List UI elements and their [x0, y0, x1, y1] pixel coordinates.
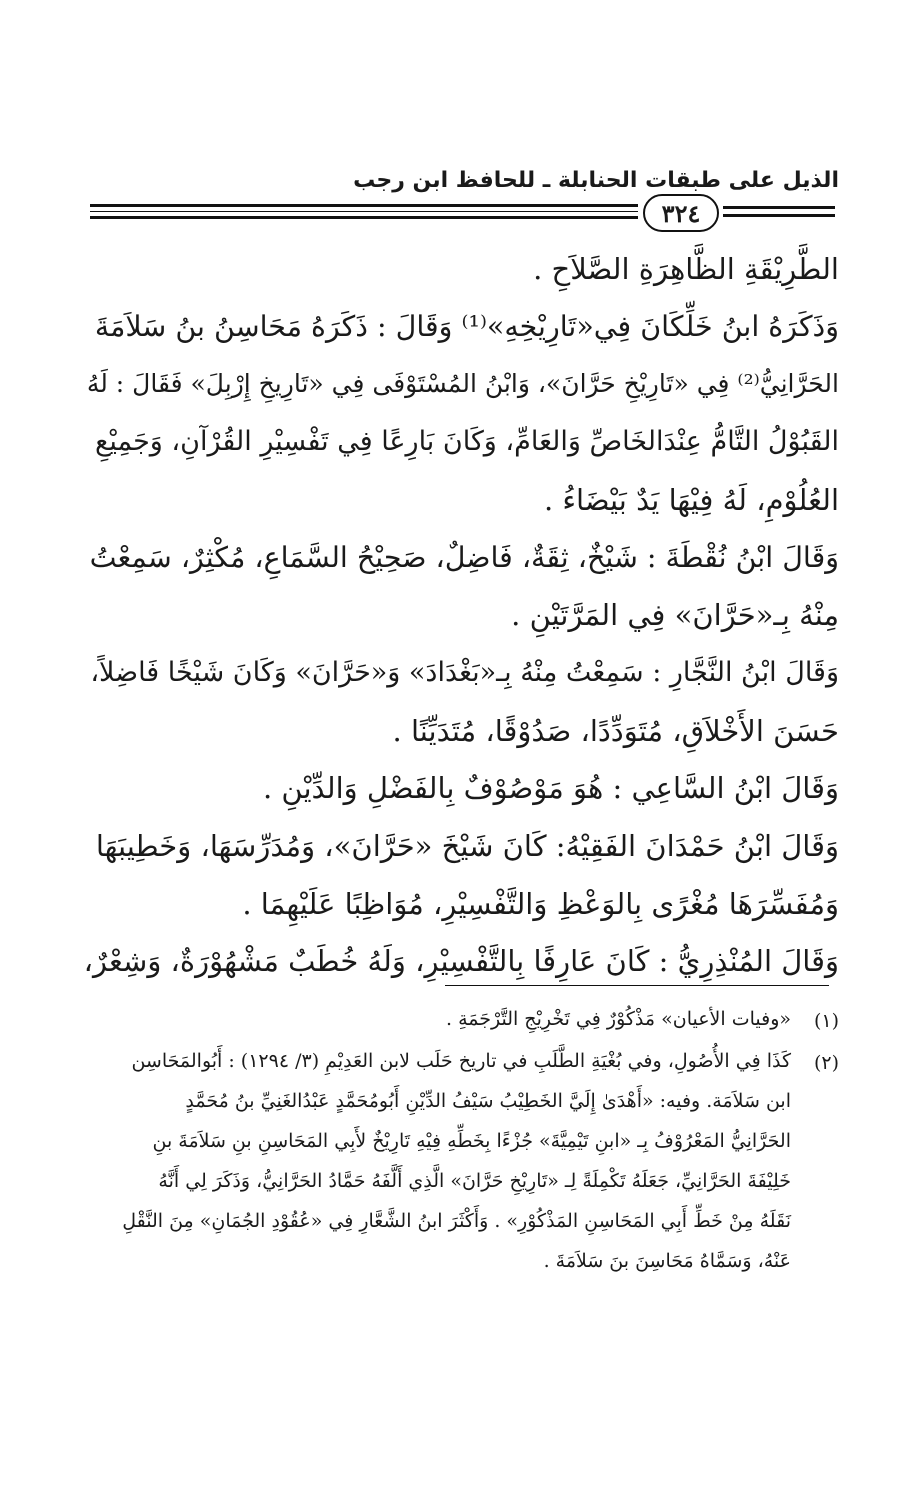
- header-rule-right-bottom: [723, 214, 835, 217]
- footnote-2-line: ابن سَلاَمَة. وفيه: «أَهْدَىٰ إِلَيَّ الخَطِيْبُ سَيْفُ الدِّيْنِ أَبُومُحَمَّدٍ عَبْدُالغَنِيِّ بنُ مُحَمَّدٍ: [185, 1090, 791, 1112]
- body-line: وَمُفَسِّرَهَا مُغْرًى بِالوَعْظِ وَالتَّفْسِيْرِ، مُوَاظِبًا عَلَيْهِمَا .: [242, 887, 839, 921]
- footnote-1-number: (١): [813, 1010, 839, 1032]
- footnote-2-line: الحَرَّانِيُّ المَعْرُوْفُ بِـ «ابنِ تَيْمِيَّةَ» جُزْءًا بِخَطِّهِ فِيْهِ تَارِيْخٌ لأَبِي المَحَاسِنِ بنِ سَلاَمَةَ بنِ: [152, 1130, 791, 1152]
- body-line: وَقَالَ المُنْذِرِيُّ : كَانَ عَارِفًا بِالتَّفْسِيْرِ، وَلَهُ خُطَبٌ مَشْهُوْرَةٌ، وَشِعْرٌ،: [83, 944, 839, 978]
- header-rule-right-top: [723, 206, 835, 209]
- header-rule-top: [90, 204, 638, 207]
- header-rule-bottom: [90, 216, 638, 219]
- body-line: القَبُوْلُ التَّامُّ عِنْدَالخَاصِّ وَالعَامِّ، وَكَانَ بَارِعًا فِي تَفْسِيْرِ القُرْآنِ، وَجَمِيْعِ: [94, 426, 839, 457]
- footnote-2-line: نَقَلَهُ مِنْ خَطِّ أَبِي المَحَاسِنِ المَذْكُوْرِ» . وَأَكْثَرَ ابنُ الشَّعَّارِ فِي «عُقُوْدِ الجُمَانِ» مِنَ النَّقْلِ: [122, 1210, 791, 1232]
- body-line: وَقَالَ ابْنُ السَّاعِي : هُوَ مَوْصُوْفٌ بِالفَضْلِ وَالدِّيْنِ .: [262, 771, 839, 805]
- footnote-2-line: خَلِيْفَةَ الحَرَّانِيِّ، جَعَلَهُ تَكْمِلَةً لِـ «تَارِيْخِ حَرَّانَ» الَّذِي أَلَّفَهُ حَمَّادُ الحَرَّانِيُّ، وَذَكَرَ لِي أَنَّهُ: [158, 1170, 791, 1192]
- footnote-2-line: عَنْهُ، وَسَمَّاهُ مَحَاسِنَ بنَ سَلاَمَةَ .: [543, 1250, 791, 1272]
- body-line: حَسَنَ الأَخْلاَقِ، مُتَوَدِّدًا، صَدُوْقًا، مُتَدَيِّنًا .: [392, 714, 839, 748]
- body-line: وَقَالَ ابْنُ نُقْطَةَ : شَيْخٌ، ثِقَةٌ، فَاضِلٌ، صَحِيْحُ السَّمَاعِ، مُكْثِرٌ، سَمِعْتُ: [89, 541, 839, 574]
- footnote-2-number: (٢): [813, 1052, 839, 1074]
- header-rule-middle: [90, 211, 638, 212]
- body-line: وَذَكَرَهُ ابنُ خَلِّكَانَ فِي«تَارِيْخِهِ»⁽¹⁾ وَقَالَ : ذَكَرَهُ مَحَاسِنُ بنُ سَلاَمَةَ: [94, 310, 839, 343]
- body-line: وَقَالَ ابْنُ النَّجَّارِ : سَمِعْتُ مِنْهُ بِـ«بَغْدَادَ» وَ«حَرَّانَ» وَكَانَ شَيْخًا فَاضِلاً،: [90, 657, 839, 688]
- body-line: العُلُوْمِ، لَهُ فِيْهَا يَدٌ بَيْضَاءُ .: [543, 483, 839, 517]
- footnote-1-text: «وفيات الأعيان» مَذْكُوْرٌ فِي تَخْرِيْجِ التَّرْجَمَةِ .: [445, 1008, 791, 1030]
- body-line: مِنْهُ بِـ«حَرَّانَ» فِي المَرَّتَيْنِ .: [511, 598, 839, 632]
- body-line: وَقَالَ ابْنُ حَمْدَانَ الفَقِيْهُ: كَانَ شَيْخَ «حَرَّانَ»، وَمُدَرِّسَهَا، وَخَطِيبَهَا: [95, 829, 839, 863]
- running-title: الذيل على طبقات الحنابلة ـ للحافظ ابن رجب: [353, 168, 839, 193]
- footnote-separator: [445, 985, 829, 986]
- footnote-2-line: كَذَا فِي الأُصُولِ، وفي بُغْيَةِ الطَّلَبِ في تاريخ حَلَب لابن العَدِيْمِ (٣/ ١٢٩٤) : أَبُوالمَحَاسِن: [131, 1050, 791, 1072]
- page-number: ٣٢٤: [643, 194, 719, 232]
- body-line: الطَّرِيْقَةِ الظَّاهِرَةِ الصَّلاَحِ .: [533, 252, 839, 286]
- body-line: الحَرَّانِيُّ⁽²⁾ فِي «تَارِيْخِ حَرَّانَ»، وَابْنُ المُسْتَوْفَى فِي «تَارِيخِ إِرْبِلَ» فَقَالَ : لَهُ: [86, 369, 839, 398]
